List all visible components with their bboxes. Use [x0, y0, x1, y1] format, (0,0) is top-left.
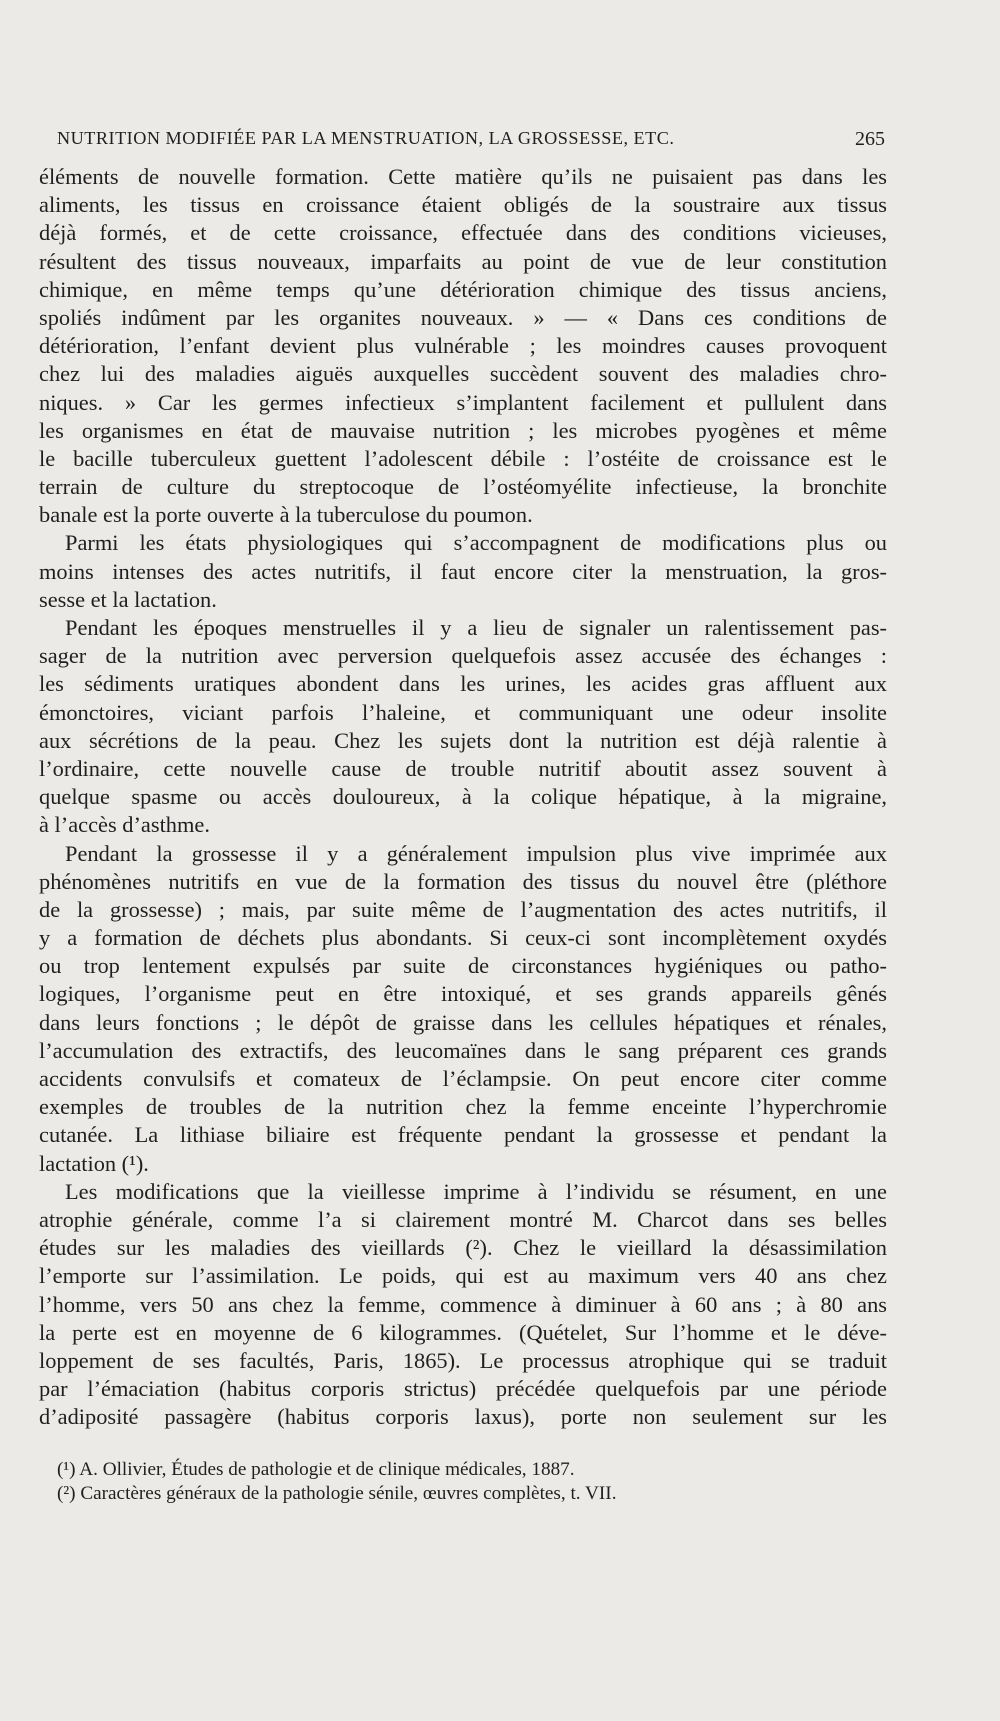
text-line: Pendant les époques menstruelles il y a lieu de signaler un ralentissement pas-: [65, 615, 887, 640]
text-line: lactation (¹).: [39, 1150, 149, 1176]
text-line: chez lui des maladies aiguës auxquelles succèdent souvent des maladies chro-: [39, 361, 887, 387]
text-line: éléments de nouvelle formation. Cette matière qu’ils ne puisaient pas dans les: [39, 164, 887, 189]
footnotes: [57, 1458, 887, 1506]
text-line: loppement de ses facultés, Paris, 1865). Le processus atrophique qui se traduit: [39, 1347, 887, 1373]
text-line: l’ordinaire, cette nouvelle cause de trouble nutritif aboutit assez souvent à: [39, 755, 887, 781]
text-line: détérioration, l’enfant devient plus vulnérable ; les moindres causes provoquent: [39, 333, 887, 359]
text-line: aux sécrétions de la peau. Chez les sujets dont la nutrition est déjà ralentie à: [39, 727, 887, 753]
text-line: le bacille tuberculeux guettent l’adolescent débile : l’ostéite de croissance est le: [39, 445, 887, 471]
text-line: déjà formés, et de cette croissance, effectuée dans des conditions vicieuses,: [39, 220, 887, 246]
text-line: les organismes en état de mauvaise nutrition ; les microbes pyogènes et même: [39, 417, 887, 443]
body-text: [39, 163, 887, 1431]
text-line: atrophie générale, comme l’a si clairement montré M. Charcot dans ses belles: [39, 1206, 887, 1232]
text-line: à l’accès d’asthme.: [39, 812, 210, 838]
text-line: émonctoires, viciant parfois l’haleine, et communiquant une odeur insolite: [39, 699, 887, 725]
text-line: y a formation de déchets plus abondants. Si ceux-ci sont incomplètement oxydés: [39, 925, 887, 951]
text-line: niques. » Car les germes infectieux s’implantent facilement et pullulent dans: [39, 389, 887, 415]
text-line: accidents convulsifs et comateux de l’éclampsie. On peut encore citer comme: [39, 1066, 887, 1091]
text-line: banale est la porte ouverte à la tuberculose du poumon.: [39, 502, 533, 528]
footnote-2: (²) Caractères généraux de la pathologie sénile, œuvres complètes, t. VII.: [57, 1483, 617, 1504]
text-line: phénomènes nutritifs en vue de la formation des tissus du nouvel être (pléthore: [39, 868, 887, 894]
text-line: dans leurs fonctions ; le dépôt de graisse dans les cellules hépatiques et rénales,: [39, 1009, 887, 1035]
text-line: de la grossesse) ; mais, par suite même de l’augmentation des actes nutritifs, il: [39, 896, 887, 922]
text-line: aliments, les tissus en croissance étaient obligés de la soustraire aux tissus: [39, 192, 887, 218]
running-title: NUTRITION MODIFIÉE PAR LA MENSTRUATION, LA GROSSESSE, ETC.: [57, 128, 675, 148]
running-head: [57, 124, 885, 154]
text-line: sesse et la lactation.: [39, 586, 217, 612]
page-number: 265: [855, 128, 885, 150]
text-line: spoliés indûment par les organites nouveaux. » — « Dans ces conditions de: [39, 304, 887, 330]
text-line: Pendant la grossesse il y a généralement impulsion plus vive imprimée aux: [65, 840, 887, 866]
text-line: exemples de troubles de la nutrition chez la femme enceinte l’hyperchromie: [39, 1094, 887, 1120]
text-line: terrain de culture du streptocoque de l’ostéomyélite infectieuse, la bronchite: [39, 474, 887, 500]
text-line: Parmi les états physiologiques qui s’accompagnent de modifications plus ou: [65, 530, 887, 556]
text-line: moins intenses des actes nutritifs, il faut encore citer la menstruation, la gros-: [39, 558, 887, 584]
text-line: logiques, l’organisme peut en être intoxiqué, et ses grands appareils gênés: [39, 981, 887, 1007]
text-line: résultent des tissus nouveaux, imparfaits au point de vue de leur constitution: [39, 248, 887, 274]
text-line: l’emporte sur l’assimilation. Le poids, qui est au maximum vers 40 ans chez: [39, 1263, 887, 1289]
text-line: l’accumulation des extractifs, des leucomaïnes dans le sang préparent ces grands: [39, 1037, 887, 1063]
text-line: l’homme, vers 50 ans chez la femme, commence à diminuer à 60 ans ; à 80 ans: [39, 1291, 887, 1317]
text-line: chimique, en même temps qu’une détérioration chimique des tissus anciens,: [39, 276, 887, 302]
text-line: ou trop lentement expulsés par suite de circonstances hygiéniques ou patho-: [39, 953, 887, 979]
text-line: études sur les maladies des vieillards (²). Chez le vieillard la désassimilation: [39, 1235, 887, 1261]
text-line: d’adiposité passagère (habitus corporis laxus), porte non seulement sur les: [39, 1404, 887, 1430]
text-line: les sédiments uratiques abondent dans les urines, les acides gras affluent aux: [39, 671, 887, 697]
text-line: quelque spasme ou accès douloureux, à la colique hépatique, à la migraine,: [39, 784, 887, 810]
text-line: sager de la nutrition avec perversion quelquefois assez accusée des échanges :: [39, 643, 887, 669]
text-line: cutanée. La lithiase biliaire est fréquente pendant la grossesse et pendant la: [39, 1122, 887, 1148]
text-line: Les modifications que la vieillesse imprime à l’individu se résument, en une: [65, 1178, 887, 1204]
footnote-1: (¹) A. Ollivier, Études de pathologie et de clinique médicales, 1887.: [57, 1459, 575, 1480]
text-line: par l’émaciation (habitus corporis strictus) précédée quelquefois par une période: [39, 1376, 887, 1402]
text-line: la perte est en moyenne de 6 kilogrammes. (Quételet, Sur l’homme et le déve-: [39, 1319, 887, 1345]
